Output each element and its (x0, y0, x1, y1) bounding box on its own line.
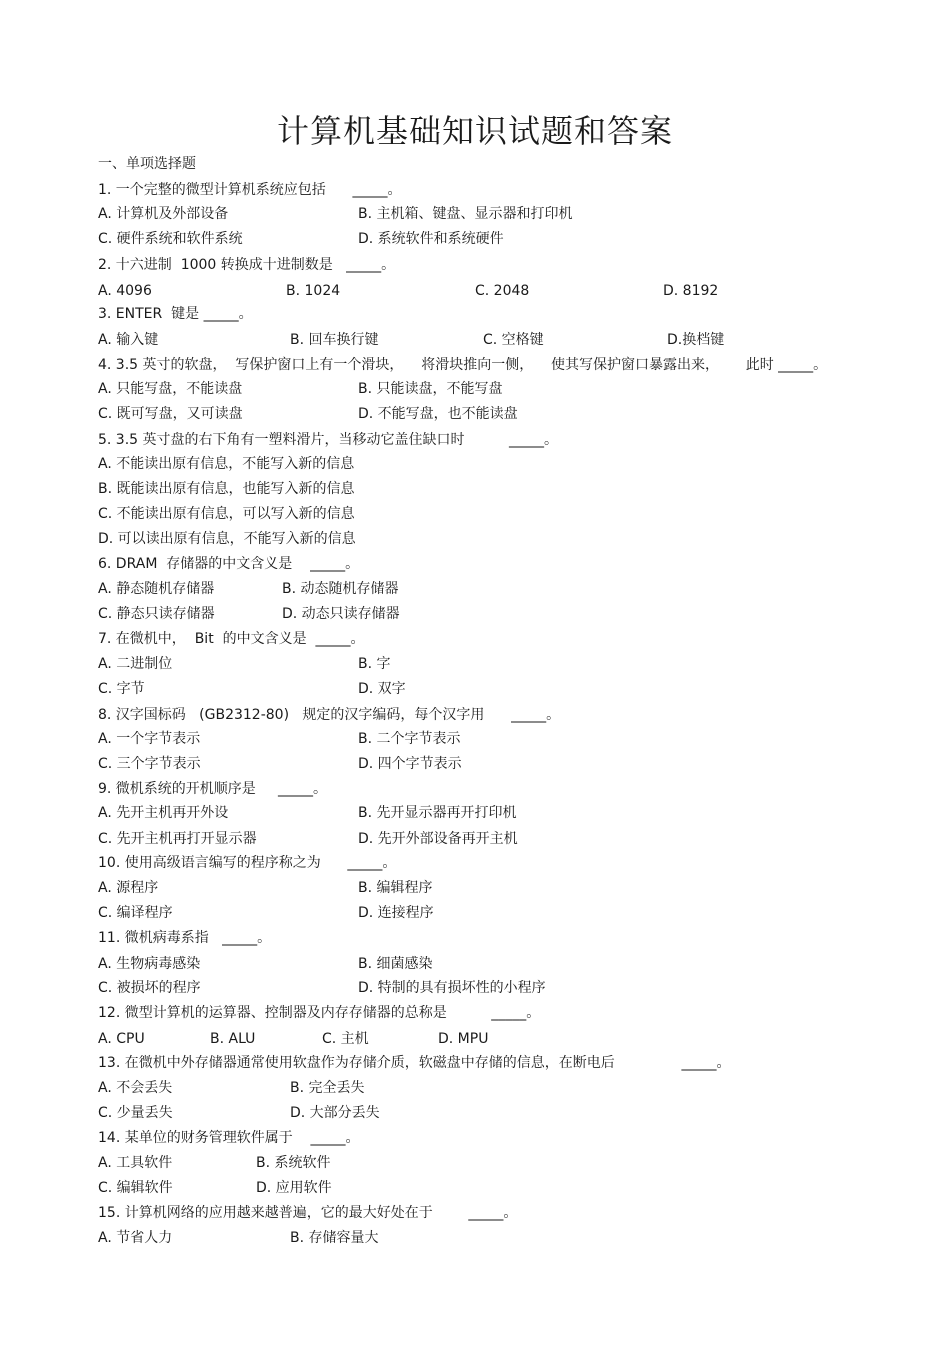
question-14-option-a: A. 工具软件 (98, 1155, 173, 1171)
question-14-option-d: D. 应用软件 (256, 1180, 332, 1196)
question-7-option-b: B. 字 (358, 656, 391, 672)
question-13-stem: 13. 在微机中外存储器通常使用软盘作为存储介质，软磁盘中存储的信息，在断电后 _____。 (98, 1055, 731, 1071)
question-4-option-d: D. 不能写盘，也不能读盘 (358, 406, 518, 422)
question-9-option-a: A. 先开主机再开外设 (98, 805, 229, 821)
question-7-stem: 7. 在微机中， Bit 的中文含义是 _____。 (98, 631, 365, 647)
question-10-option-d: D. 连接程序 (358, 905, 434, 921)
question-9-option-d: D. 先开外部设备再开主机 (358, 831, 518, 847)
question-10-option-b: B. 编辑程序 (358, 880, 433, 896)
question-9-option-b: B. 先开显示器再开打印机 (358, 805, 517, 821)
question-11-option-b: B. 细菌感染 (358, 956, 433, 972)
question-2-option-d: D. 8192 (663, 283, 719, 299)
document-title: 计算机基础知识试题和答案 (276, 112, 673, 150)
question-6-option-d: D. 动态只读存储器 (282, 606, 400, 622)
question-2-stem: 2. 十六进制 1000 转换成十进制数是 _____。 (98, 257, 396, 273)
question-6-stem: 6. DRAM 存储器的中文含义是 _____。 (98, 556, 360, 572)
question-12-stem: 12. 微型计算机的运算器、控制器及内存存储器的总称是 _____。 (98, 1005, 541, 1021)
question-12-option-b: B. ALU (210, 1031, 256, 1047)
question-9-stem: 9. 微机系统的开机顺序是 _____。 (98, 781, 328, 797)
question-13-option-d: D. 大部分丢失 (290, 1105, 380, 1121)
question-13-option-a: A. 不会丢失 (98, 1080, 173, 1096)
question-15-stem: 15. 计算机网络的应用越来越普遍，它的最大好处在于 _____。 (98, 1205, 518, 1221)
question-8-option-b: B. 二个字节表示 (358, 731, 461, 747)
question-1-option-b: B. 主机箱、键盘、显示器和打印机 (358, 206, 573, 222)
question-6-option-c: C. 静态只读存储器 (98, 606, 215, 622)
question-2-option-b: B. 1024 (286, 283, 341, 299)
question-9-option-c: C. 先开主机再打开显示器 (98, 831, 257, 847)
question-7-option-a: A. 二进制位 (98, 656, 173, 672)
question-11-option-c: C. 被损坏的程序 (98, 980, 201, 996)
question-14-option-b: B. 系统软件 (256, 1155, 331, 1171)
question-5-option-d: D. 可以读出原有信息，不能写入新的信息 (98, 531, 356, 547)
question-13-option-b: B. 完全丢失 (290, 1080, 365, 1096)
question-5-option-a: A. 不能读出原有信息，不能写入新的信息 (98, 456, 355, 472)
question-2-option-a: A. 4096 (98, 283, 152, 299)
question-1-option-c: C. 硬件系统和软件系统 (98, 231, 243, 247)
question-6-option-b: B. 动态随机存储器 (282, 581, 399, 597)
question-3-stem: 3. ENTER 键是 _____。 (98, 306, 253, 322)
question-7-option-d: D. 双字 (358, 681, 406, 697)
question-4-option-a: A. 只能写盘，不能读盘 (98, 381, 243, 397)
question-5-option-c: C. 不能读出原有信息，可以写入新的信息 (98, 506, 355, 522)
question-10-stem: 10. 使用高级语言编写的程序称之为 _____。 (98, 855, 397, 871)
question-14-stem: 14. 某单位的财务管理软件属于 _____。 (98, 1130, 360, 1146)
section-heading: 一、单项选择题 (98, 156, 196, 172)
question-1-stem: 1. 一个完整的微型计算机系统应包括 _____。 (98, 182, 402, 198)
question-11-option-d: D. 特制的具有损坏性的小程序 (358, 980, 546, 996)
question-7-option-c: C. 字节 (98, 681, 145, 697)
question-8-option-a: A. 一个字节表示 (98, 731, 201, 747)
question-8-option-c: C. 三个字节表示 (98, 756, 201, 772)
question-11-stem: 11. 微机病毒系指 _____。 (98, 930, 272, 946)
question-15-option-b: B. 存储容量大 (290, 1230, 379, 1246)
question-4-stem: 4. 3.5 英寸的软盘， 写保护窗口上有一个滑块， 将滑块推向一侧， 使其写保护窗口暴露出来， 此时 _____。 (98, 357, 828, 373)
question-4-option-b: B. 只能读盘，不能写盘 (358, 381, 503, 397)
question-3-option-c: C. 空格键 (483, 332, 544, 348)
question-12-option-d: D. MPU (438, 1031, 489, 1047)
question-8-stem: 8. 汉字国标码 (GB2312-80) 规定的汉字编码，每个汉字用 _____。 (98, 707, 561, 723)
question-3-option-b: B. 回车换行键 (290, 332, 379, 348)
question-12-option-a: A. CPU (98, 1031, 145, 1047)
question-4-option-c: C. 既可写盘，又可读盘 (98, 406, 243, 422)
question-3-option-d: D.换档键 (667, 332, 725, 348)
question-12-option-c: C. 主机 (322, 1031, 369, 1047)
question-2-option-c: C. 2048 (475, 283, 530, 299)
question-10-option-a: A. 源程序 (98, 880, 159, 896)
question-3-option-a: A. 输入键 (98, 332, 159, 348)
question-15-option-a: A. 节省人力 (98, 1230, 173, 1246)
question-5-option-b: B. 既能读出原有信息，也能写入新的信息 (98, 481, 355, 497)
question-8-option-d: D. 四个字节表示 (358, 756, 462, 772)
question-13-option-c: C. 少量丢失 (98, 1105, 173, 1121)
question-1-option-a: A. 计算机及外部设备 (98, 206, 229, 222)
question-1-option-d: D. 系统软件和系统硬件 (358, 231, 504, 247)
question-14-option-c: C. 编辑软件 (98, 1180, 173, 1196)
question-10-option-c: C. 编译程序 (98, 905, 173, 921)
question-11-option-a: A. 生物病毒感染 (98, 956, 201, 972)
question-6-option-a: A. 静态随机存储器 (98, 581, 215, 597)
question-5-stem: 5. 3.5 英寸盘的右下角有一塑料滑片，当移动它盖住缺口时 _____。 (98, 432, 559, 448)
